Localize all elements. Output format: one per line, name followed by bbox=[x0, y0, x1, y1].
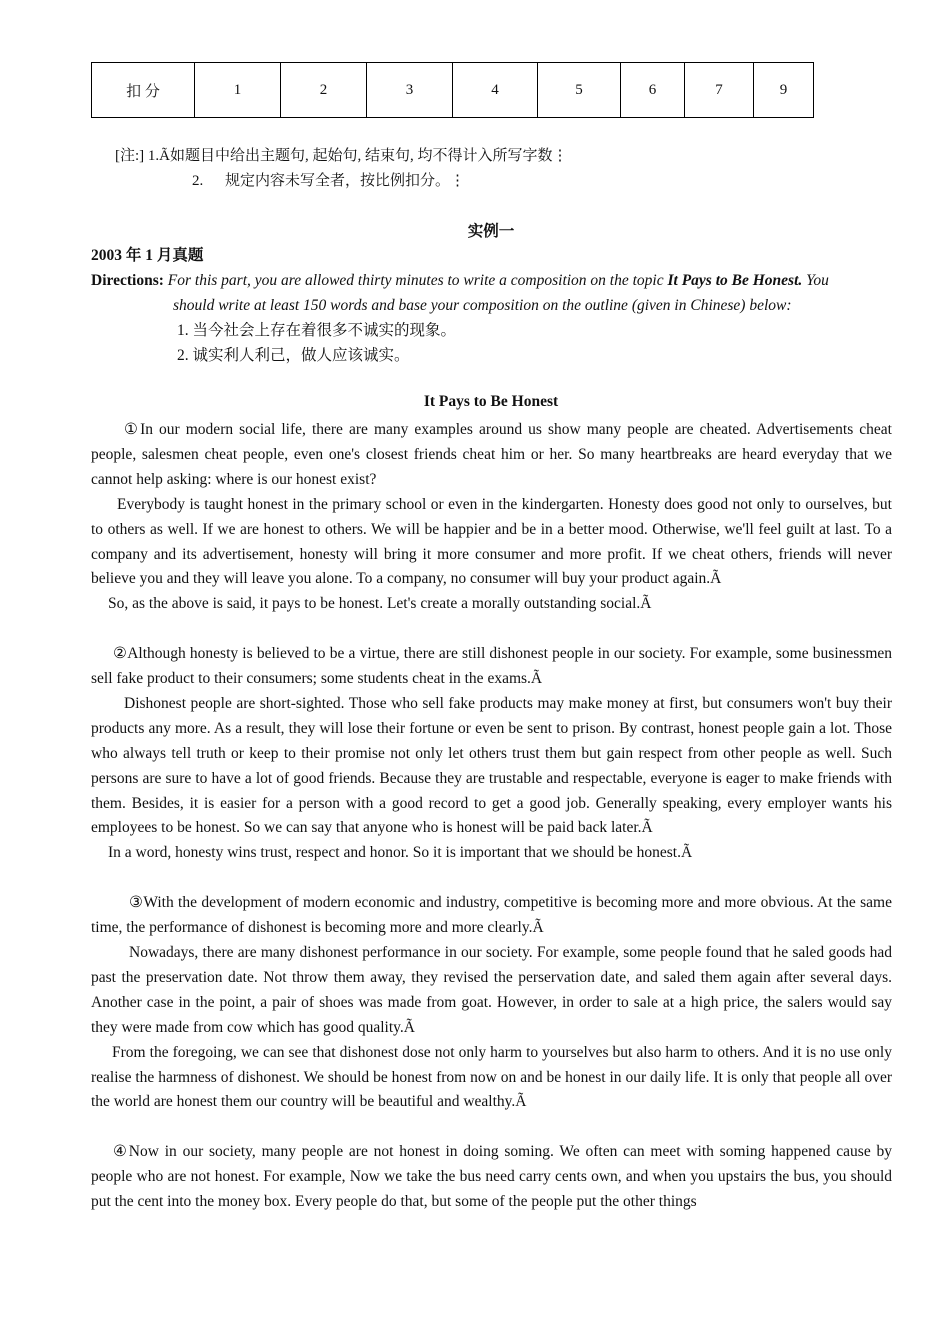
note-line-2 bbox=[115, 169, 568, 194]
directions-text-after: You bbox=[806, 272, 829, 289]
score-table-row bbox=[92, 63, 814, 118]
essay-paragraph: Nowadays, there are many dishonest performance in our society. For example, some people found that he saled goods had past the preservation date. Not throw them away, they revised the perservation date, and saled them again after several days. Another case in the point, a pair of shoes was made from goat. However, in order to sale at a high price, the salers would say they were made from cow which has good quality.Ã bbox=[91, 944, 892, 1036]
note-line-1: [注:] 1.Ã如题目中给出主题句, 起始句, 结束句, 均不得计入所写字数⋮ bbox=[115, 148, 568, 164]
essay-paragraph: ③With the development of modern economic and industry, competitive is becoming more and more obvious. At the same time, the performance of dishonest is becoming more and more clearly.Ã bbox=[91, 894, 892, 937]
essay-title: It Pays to Be Honest bbox=[423, 393, 559, 410]
essay-paragraph: So, as the above is said, it pays to be honest. Let's create a morally outstanding social.Ã bbox=[108, 595, 652, 613]
essay-paragraph: Dishonest people are short-sighted. Those who sell fake products may make money at first, but consumers won't buy their products any more. As a result, they will lose their fortune or even be sent to prison. By contrast, honest people gain a lot. Those who always tell truth or keep to their promise not only let others trust them but gain respect from other people as well. Such persons are sure to have a lot of good friends. Because they are trustable and respectable, everyone is eager to make friends with them. Besides, it is easier for a person with a good record to get a good job. Generally speaking, every employer wants his employees to be honest. So we can say that anyone who is honest will be paid back later.Ã bbox=[91, 694, 892, 837]
outline-item: 1. 当今社会上存在着很多不诚实的现象。 bbox=[177, 322, 457, 339]
essay-paragraph: ②Although honesty is believed to be a virtue, there are still dishonest people in our society. For example, some businessmen sell fake product to their consumers; some students cheat in the exams.Ã bbox=[91, 645, 892, 688]
notes bbox=[115, 144, 568, 194]
note-line-2-text: 规定内容未写全者，按比例扣分。⋮ bbox=[225, 173, 466, 189]
score-cell: 9 bbox=[754, 63, 814, 118]
directions-topic: It Pays to Be Honest. bbox=[667, 272, 803, 289]
score-cell: 1 bbox=[195, 63, 281, 118]
directions-continuation: should write at least 150 words and base your composition on the outline (given in Chinese) below: bbox=[173, 297, 792, 314]
score-cell: 4 bbox=[453, 63, 538, 118]
score-cell: 3 bbox=[367, 63, 453, 118]
essay-paragraph: In a word, honesty wins trust, respect and honor. So it is important that we should be honest.Ã bbox=[108, 844, 693, 862]
outline-list bbox=[177, 318, 456, 368]
essay-paragraph: ①In our modern social life, there are many examples around us show many people are cheated. Advertisements cheat people, salesmen cheat people, even one's closest friends cheat him or her. So many heartbreaks are heard everyday that we cannot help asking: where is our honest exist? bbox=[91, 421, 892, 488]
score-header-cell: 扣 分 bbox=[92, 63, 195, 118]
outline-item: 2. 诚实利人利己，做人应该诚实。 bbox=[177, 347, 410, 364]
directions-text: For this part, you are allowed thirty minutes to write a composition on the topic bbox=[167, 272, 664, 289]
directions-label: Directions: bbox=[91, 272, 164, 289]
essay-paragraph: From the foregoing, we can see that dishonest dose not only harm to yourselves but also harm to others. And it is no use only realise the harmness of dishonest. We should be honest from now on and be honest in our daily life. It is only that people all over the world are honest them our country will be beautiful and wealthy.Ã bbox=[91, 1043, 892, 1111]
score-cell: 7 bbox=[685, 63, 754, 118]
essay-paragraph: Everybody is taught honest in the primary school or even in the kindergarten. Honesty does good not only to ourselves, but to others as well. If we are honest to others. We will be happier and be in a better mood. Otherwise, we'll feel guilt at last. To a company and its advertisement, honesty will bring it more consumer and more profit. If we cheat others, friends will never believe you and they will leave you alone. To a company, no consumer will buy your product again.Ã bbox=[91, 495, 892, 588]
essay-paragraph: ④Now in our society, many people are not honest in doing soming. We often can meet with soming happened cause by people who are not honest. For example, Now we take the bus need carry cents own, and when you upstairs the bus, you should put the cent into the money box. Every people do that, but some of the people put the other things bbox=[91, 1143, 892, 1211]
directions bbox=[91, 268, 893, 318]
note-line-2-number: 2. bbox=[192, 173, 204, 189]
exam-year: 2003 年 1 月真题 bbox=[91, 247, 204, 264]
section-title: 实例一 bbox=[467, 223, 515, 240]
score-table bbox=[91, 62, 814, 118]
score-cell: 2 bbox=[281, 63, 367, 118]
score-cell: 6 bbox=[621, 63, 685, 118]
score-cell: 5 bbox=[538, 63, 621, 118]
directions-line bbox=[91, 268, 893, 293]
essays bbox=[91, 418, 892, 1215]
